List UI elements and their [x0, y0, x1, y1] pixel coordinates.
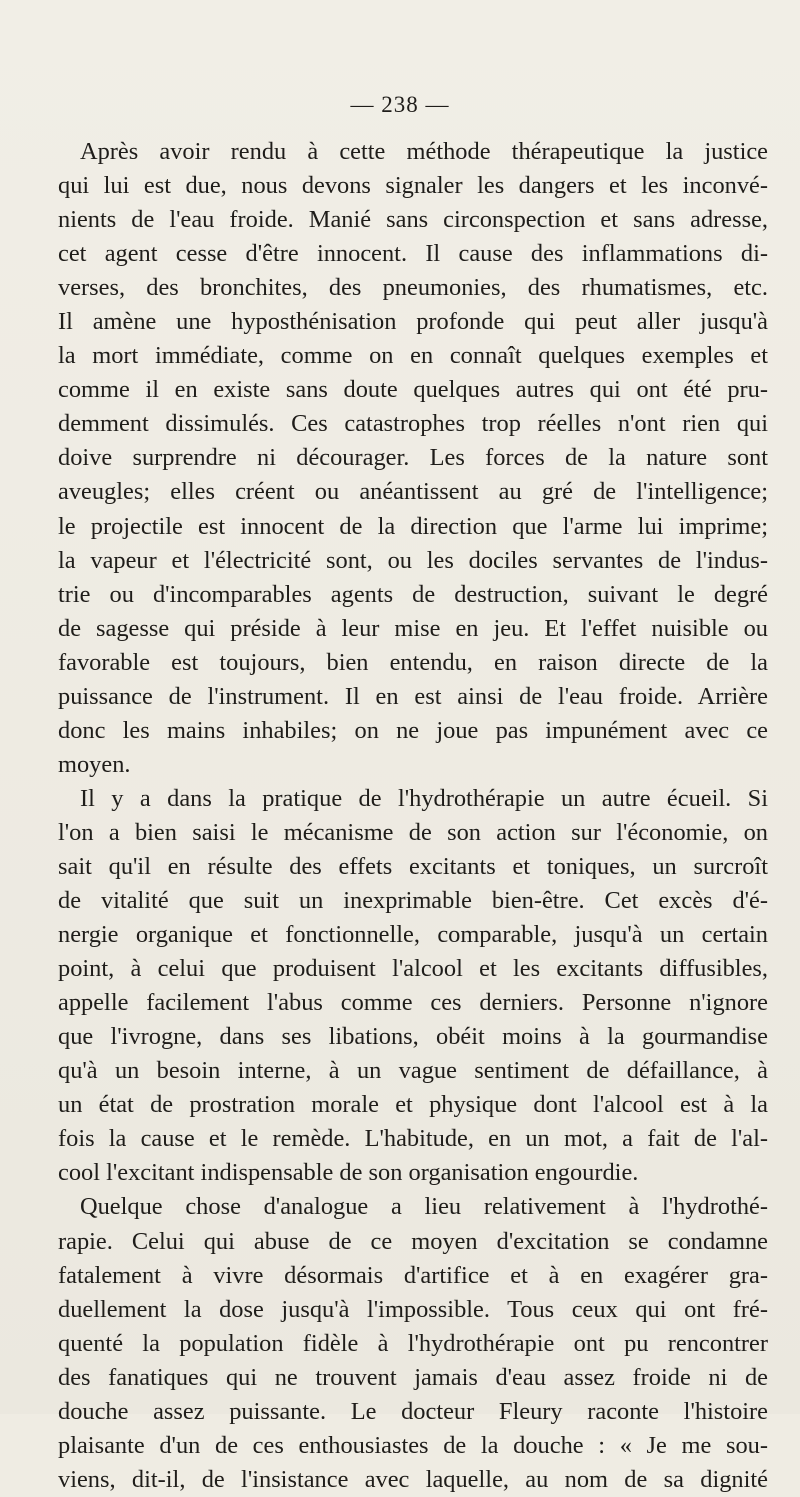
- text-line: cet agent cesse d'être innocent. Il cause des inflammations di-: [58, 240, 768, 268]
- text-line: doive surprendre ni décourager. Les forces de la nature sont: [58, 444, 768, 472]
- text-line: plaisante d'un de ces enthousiastes de la douche : « Je me sou-: [58, 1431, 768, 1459]
- text-line: duellement la dose jusqu'à l'impossible. Tous ceux qui ont fré-: [58, 1295, 768, 1323]
- text-line: trie ou d'incomparables agents de destruction, suivant le degré: [58, 580, 768, 608]
- text-line: Il amène une hyposthénisation profonde qui peut aller jusqu'à: [58, 308, 768, 336]
- text-line: sait qu'il en résulte des effets excitants et toniques, un surcroît: [58, 852, 768, 880]
- text-line: qui lui est due, nous devons signaler les dangers et les inconvé-: [58, 172, 768, 200]
- text-line: un état de prostration morale et physique dont l'alcool est à la: [58, 1091, 768, 1119]
- text-line: Il y a dans la pratique de l'hydrothérapie un autre écueil. Si: [80, 784, 768, 812]
- text-line: favorable est toujours, bien entendu, en raison directe de la: [58, 648, 768, 676]
- text-line: demment dissimulés. Ces catastrophes trop réelles n'ont rien qui: [58, 410, 768, 438]
- text-line: douche assez puissante. Le docteur Fleury raconte l'histoire: [58, 1397, 768, 1425]
- text-line: de vitalité que suit un inexprimable bien-être. Cet excès d'é-: [58, 887, 768, 915]
- text-line: appelle facilement l'abus comme ces derniers. Personne n'ignore: [58, 989, 768, 1017]
- text-line: donc les mains inhabiles; on ne joue pas impunément avec ce: [58, 716, 768, 744]
- text-line: fatalement à vivre désormais d'artifice et à en exagérer gra-: [58, 1261, 768, 1289]
- text-line: le projectile est innocent de la direction que l'arme lui imprime;: [58, 512, 768, 540]
- text-line: que l'ivrogne, dans ses libations, obéit moins à la gourmandise: [58, 1023, 768, 1051]
- text-line: Après avoir rendu à cette méthode thérapeutique la justice: [80, 138, 768, 165]
- text-line: point, à celui que produisent l'alcool et les excitants diffusibles,: [58, 955, 768, 983]
- text-line: puissance de l'instrument. Il en est ainsi de l'eau froide. Arrière: [58, 682, 768, 710]
- text-line: nients de l'eau froide. Manié sans circonspection et sans adresse,: [58, 206, 768, 234]
- text-line: verses, des bronchites, des pneumonies, des rhumatismes, etc.: [58, 274, 768, 302]
- text-line: la mort immédiate, comme on en connaît quelques exemples et: [58, 342, 768, 370]
- text-line: quenté la population fidèle à l'hydrothérapie ont pu rencontrer: [58, 1329, 768, 1357]
- page-number-header: — 238 —: [350, 92, 450, 117]
- text-line: qu'à un besoin interne, à un vague sentiment de défaillance, à: [58, 1057, 768, 1085]
- text-line: comme il en existe sans doute quelques autres qui ont été pru-: [58, 376, 768, 404]
- text-line: moyen.: [58, 750, 131, 778]
- text-line: viens, dit-il, de l'insistance avec laquelle, au nom de sa dignité: [58, 1465, 768, 1493]
- text-line: Quelque chose d'analogue a lieu relativement à l'hydrothé-: [80, 1193, 768, 1221]
- text-line: de sagesse qui préside à leur mise en jeu. Et l'effet nuisible ou: [58, 614, 768, 642]
- text-line: des fanatiques qui ne trouvent jamais d'eau assez froide ni de: [58, 1363, 768, 1391]
- text-line: rapie. Celui qui abuse de ce moyen d'excitation se condamne: [58, 1227, 768, 1255]
- text-line: fois la cause et le remède. L'habitude, en un mot, a fait de l'al-: [58, 1125, 768, 1153]
- text-line: cool l'excitant indispensable de son organisation engourdie.: [58, 1159, 639, 1187]
- text-line: la vapeur et l'électricité sont, ou les dociles servantes de l'indus-: [58, 546, 768, 574]
- text-line: l'on a bien saisi le mécanisme de son action sur l'économie, on: [58, 818, 768, 846]
- text-line: aveugles; elles créent ou anéantissent au gré de l'intelligence;: [58, 478, 768, 506]
- text-line: nergie organique et fonctionnelle, comparable, jusqu'à un certain: [58, 921, 768, 949]
- body-text: [58, 135, 768, 1497]
